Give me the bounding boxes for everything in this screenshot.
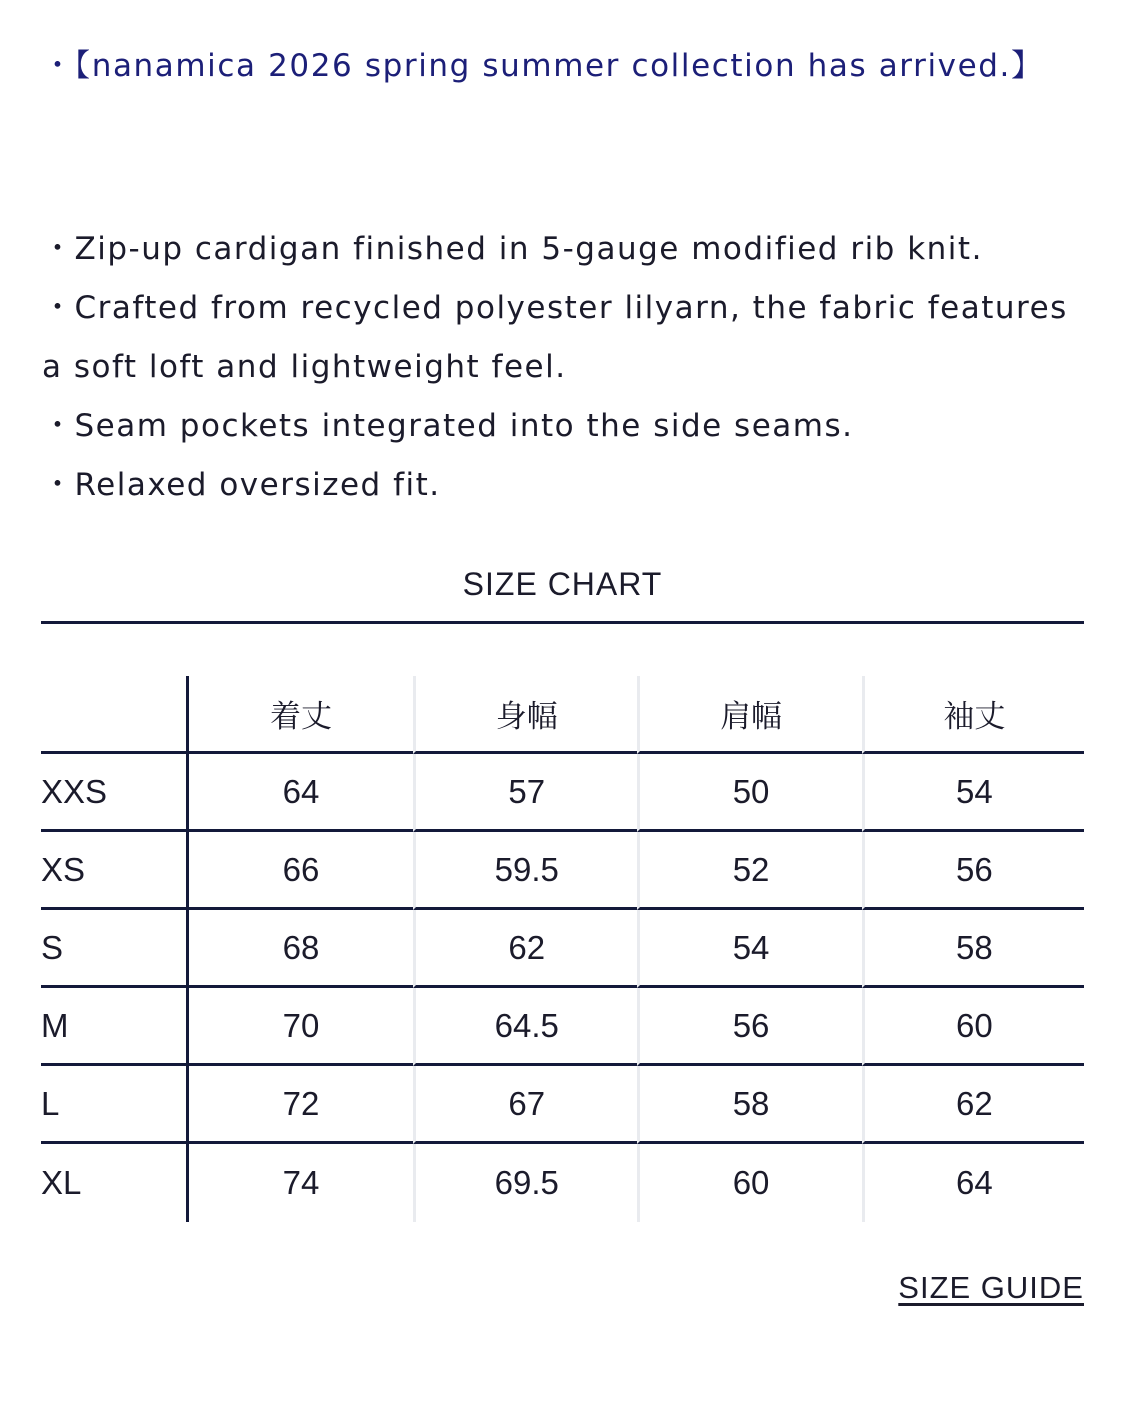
size-guide-link[interactable]: SIZE GUIDE: [898, 1270, 1084, 1305]
table-cell: 50: [637, 754, 861, 832]
table-cell: 52: [637, 832, 861, 910]
feature-line: a soft loft and lightweight feel.: [42, 349, 567, 385]
feature-list: [42, 220, 1092, 515]
header-cell-size: [41, 676, 189, 754]
size-label-cell: XXS: [41, 754, 189, 832]
table-cell: 62: [862, 1066, 1084, 1144]
table-row: [41, 1144, 1084, 1222]
table-cell: 57: [413, 754, 637, 832]
table-cell: 54: [862, 754, 1084, 832]
table-cell: 68: [189, 910, 413, 988]
header-cell-length: 着丈: [189, 676, 413, 754]
table-cell: 58: [862, 910, 1084, 988]
table-cell: 67: [413, 1066, 637, 1144]
table-row: [41, 1066, 1084, 1144]
header-cell-width: 身幅: [413, 676, 637, 754]
table-row: [41, 910, 1084, 988]
size-chart-table: [41, 676, 1084, 1222]
feature-line: ・Relaxed oversized fit.: [42, 467, 441, 503]
header-cell-sleeve: 袖丈: [862, 676, 1084, 754]
feature-line: ・Crafted from recycled polyester lilyarn, the fabric features: [42, 290, 1068, 326]
table-cell: 56: [862, 832, 1084, 910]
size-label-cell: S: [41, 910, 189, 988]
title-divider: [41, 621, 1084, 624]
table-cell: 54: [637, 910, 861, 988]
table-cell: 56: [637, 988, 861, 1066]
table-cell: 58: [637, 1066, 861, 1144]
size-label-cell: XS: [41, 832, 189, 910]
table-cell: 64: [189, 754, 413, 832]
table-cell: 70: [189, 988, 413, 1066]
feature-line: ・Seam pockets integrated into the side seams.: [42, 408, 854, 444]
table-cell: 66: [189, 832, 413, 910]
announcement-text: ・【nanamica 2026 spring summer collection has arrived.】: [42, 48, 1044, 84]
size-label-cell: L: [41, 1066, 189, 1144]
table-cell: 74: [282, 1164, 320, 1201]
size-label-cell: M: [41, 988, 189, 1066]
table-row: [41, 754, 1084, 832]
size-chart-title: SIZE CHART: [462, 566, 663, 602]
size-label-cell: XL: [41, 1144, 189, 1222]
table-cell: 60: [862, 988, 1084, 1066]
table-row: [41, 988, 1084, 1066]
table-cell: 60: [637, 1144, 861, 1222]
table-cell: 69.5: [413, 1144, 637, 1222]
feature-line: ・Zip-up cardigan finished in 5-gauge modified rib knit.: [42, 231, 983, 267]
header-cell-shoulder: 肩幅: [637, 676, 861, 754]
table-cell: 59.5: [413, 832, 637, 910]
table-cell: 64.5: [413, 988, 637, 1066]
table-header-row: [41, 676, 1084, 754]
table-cell: 64: [862, 1144, 1084, 1222]
table-row: [41, 832, 1084, 910]
table-cell: 62: [413, 910, 637, 988]
table-cell: 72: [189, 1066, 413, 1144]
